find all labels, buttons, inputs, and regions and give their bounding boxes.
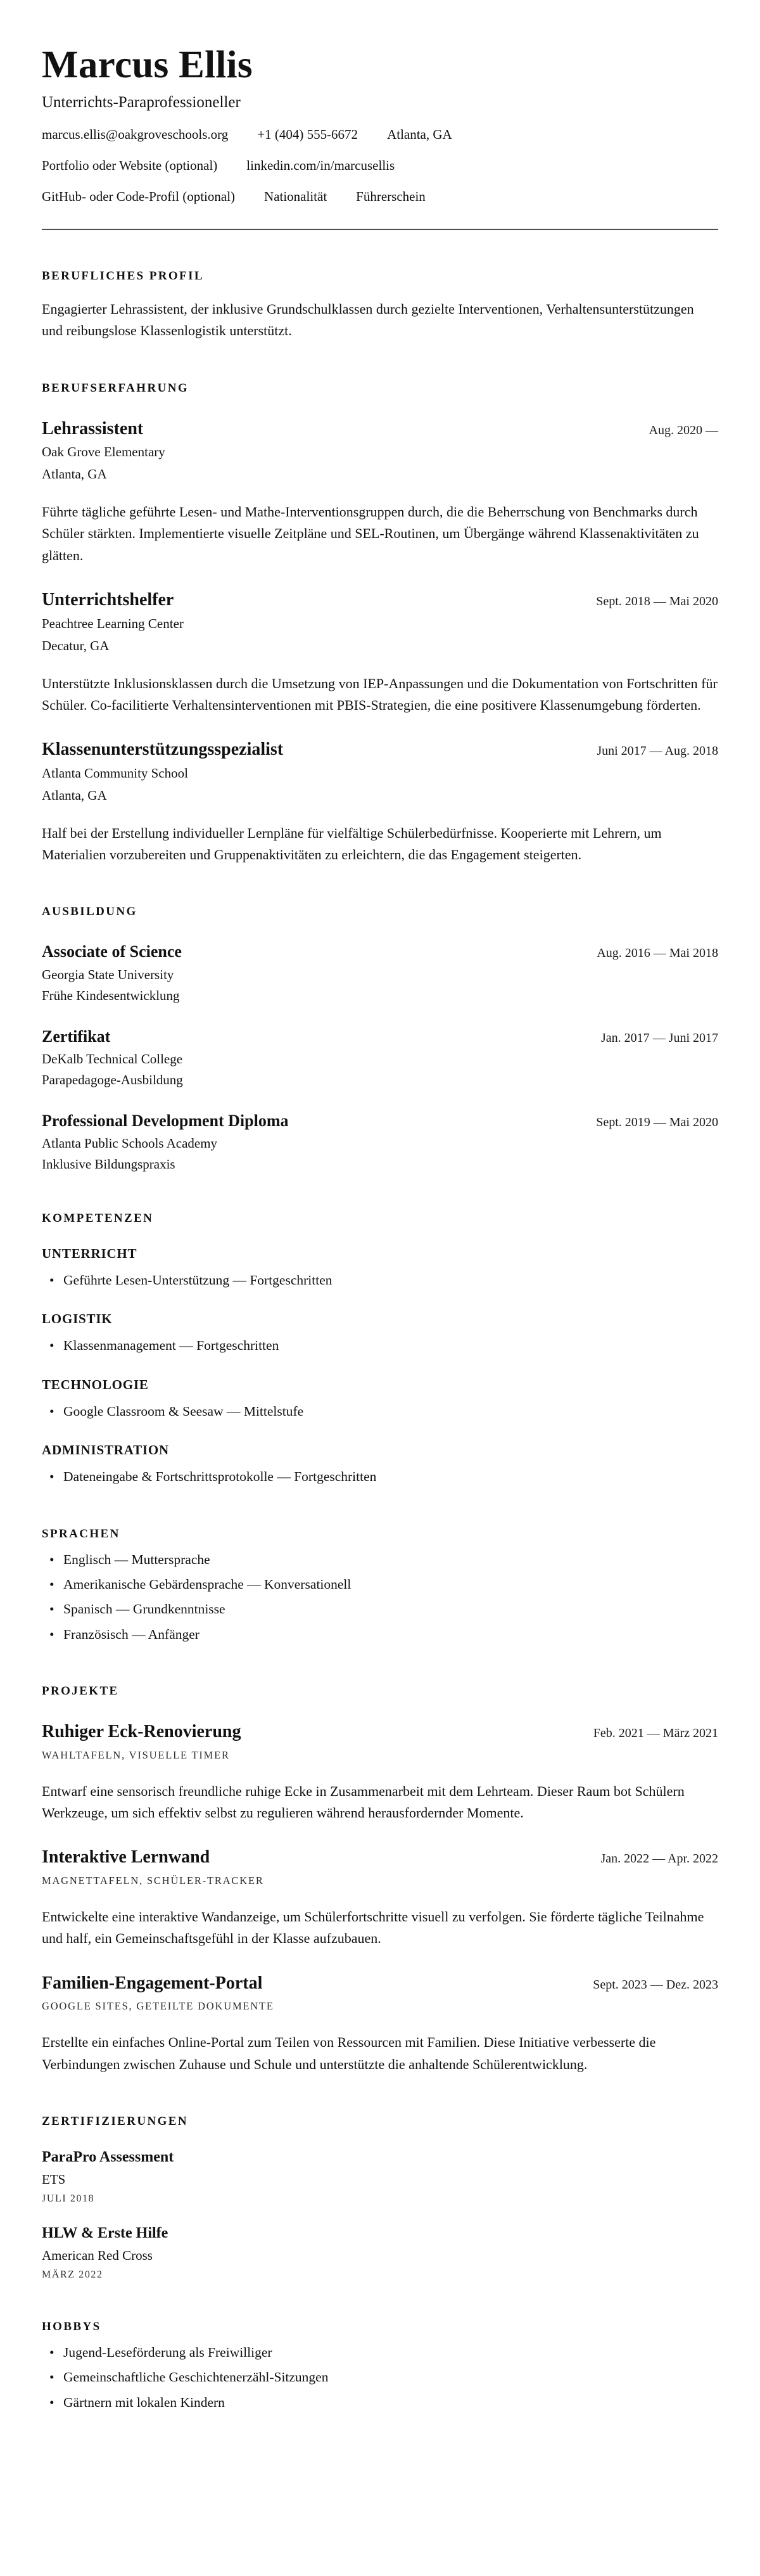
section-heading-certifications: ZERTIFIZIERUNGEN <box>42 2114 188 2128</box>
field-of-study: Frühe Kindesentwicklung <box>42 987 180 1003</box>
education-date-range: Sept. 2019 — Mai 2020 <box>596 1115 718 1129</box>
project-description: Entwickelte eine interaktive Wandanzeige, um Schülerfortschritte visuell zu verfolgen. Sie förderte tägliche Teilnahme und half, ein Gemeinschaftsgefühl in der Klasse aufzubauen. <box>42 1908 704 1947</box>
person-name: Marcus Ellis <box>42 44 253 86</box>
section-skills <box>42 1212 718 1488</box>
section-heading-experience: BERUFSERFAHRUNG <box>42 381 189 395</box>
school-name: Georgia State University <box>42 966 174 982</box>
job-date-range: Sept. 2018 — Mai 2020 <box>596 594 718 609</box>
school-name: DeKalb Technical College <box>42 1051 183 1067</box>
experience-entry-head <box>42 589 718 611</box>
education-entry-head <box>42 1027 718 1046</box>
project-subtitle: WAHLTAFELN, VISUELLE TIMER <box>42 1748 230 1761</box>
skill-category: ADMINISTRATION <box>42 1442 169 1458</box>
job-location: Atlanta, GA <box>42 787 107 803</box>
company-name: Atlanta Community School <box>42 765 188 781</box>
section-heading-hobbies: HOBBYS <box>42 2319 101 2333</box>
education-entry <box>42 1111 718 1172</box>
education-date-range: Jan. 2017 — Juni 2017 <box>601 1030 718 1045</box>
experience-entry <box>42 418 718 567</box>
nationality-placeholder: Nationalität <box>264 188 327 204</box>
language-item: • Spanisch — Grundkenntnisse <box>63 1598 718 1620</box>
email-link[interactable]: marcus.ellis@oakgroveschools.org <box>42 126 229 142</box>
phone-number: +1 (404) 555-6672 <box>257 126 358 142</box>
section-languages <box>42 1527 718 1646</box>
job-date-range: Juni 2017 — Aug. 2018 <box>597 744 718 759</box>
job-headline: Unterrichts-Paraprofessioneller <box>42 93 241 111</box>
certification-entry <box>42 2225 718 2281</box>
section-experience <box>42 381 718 866</box>
education-date-range: Aug. 2016 — Mai 2018 <box>597 946 718 961</box>
project-subtitle: GOOGLE SITES, GETEILTE DOKUMENTE <box>42 2000 274 2013</box>
experience-entry <box>42 739 718 866</box>
section-profile <box>42 269 718 342</box>
school-name: Atlanta Public Schools Academy <box>42 1136 218 1151</box>
job-date-range: Aug. 2020 — <box>649 423 718 437</box>
project-title: Ruhiger Eck-Renovierung <box>42 1722 241 1742</box>
certification-entry <box>42 2149 718 2205</box>
language-item: • Französisch — Anfänger <box>63 1624 718 1645</box>
skill-category: TECHNOLOGIE <box>42 1376 149 1392</box>
project-description: Entwarf eine sensorisch freundliche ruhige Ecke in Zusammenarbeit mit dem Lehrteam. Dieser Raum bot Schülern Werkzeuge, um sich effektiv selbst zu regulieren während herausfordernder Momente. <box>42 1783 685 1821</box>
project-title: Interaktive Lernwand <box>42 1847 210 1868</box>
job-title: Lehrassistent <box>42 418 144 439</box>
project-date-range: Sept. 2023 — Dez. 2023 <box>593 1977 718 1992</box>
certification-issuer: American Red Cross <box>42 2247 153 2263</box>
project-entry-head <box>42 1721 718 1743</box>
project-date-range: Feb. 2021 — März 2021 <box>593 1726 718 1741</box>
job-description: Führte tägliche geführte Lesen- und Mathe-Interventionsgruppen durch, die die Beherrschung von Benchmarks durch Schüler stärkten. Implementierte visuelle Zeitpläne und SEL-Routinen, um Übergänge während Klassenaktivitäten zu glätten. <box>42 504 699 563</box>
section-heading-profile: BERUFLICHES PROFIL <box>42 269 204 283</box>
resume-header <box>42 44 718 230</box>
skill-category: UNTERRICHT <box>42 1246 137 1262</box>
job-title: Klassenunterstützungsspezialist <box>42 740 284 760</box>
language-item: • Amerikanische Gebärdensprache — Konversationell <box>63 1573 718 1595</box>
skill-category: LOGISTIK <box>42 1311 113 1327</box>
project-entry <box>42 1721 718 1824</box>
license-placeholder: Führerschein <box>356 188 426 204</box>
location-text: Atlanta, GA <box>387 126 452 142</box>
experience-entry-head <box>42 739 718 760</box>
hobby-list <box>42 2342 718 2413</box>
certification-name: HLW & Erste Hilfe <box>42 2224 168 2241</box>
company-name: Oak Grove Elementary <box>42 444 165 460</box>
skill-list <box>42 1269 718 1291</box>
project-description: Erstellte ein einfaches Online-Portal zum Teilen von Ressourcen mit Familien. Diese Initiative verbesserte die Verbindungen zwischen Zuhause und Schule und unterstützte die anhaltende Schülerentwicklung. <box>42 2034 656 2072</box>
company-name: Peachtree Learning Center <box>42 615 184 631</box>
certification-date: MÄRZ 2022 <box>42 2269 103 2280</box>
hobby-item: • Jugend-Leseförderung als Freiwilliger <box>63 2342 718 2363</box>
skill-item: • Dateneingabe & Fortschrittsprotokolle — Fortgeschritten <box>63 1466 718 1487</box>
project-date-range: Jan. 2022 — Apr. 2022 <box>600 1852 718 1866</box>
hobby-item: • Gemeinschaftliche Geschichtenerzähl-Sitzungen <box>63 2366 718 2388</box>
contact-row-3 <box>42 189 718 205</box>
contact-row-1 <box>42 127 718 143</box>
section-projects <box>42 1684 718 2075</box>
certification-name: ParaPro Assessment <box>42 2148 174 2165</box>
language-list <box>42 1549 718 1646</box>
project-subtitle: MAGNETTAFELN, SCHÜLER-TRACKER <box>42 1874 264 1887</box>
certification-date: JULI 2018 <box>42 2193 95 2204</box>
section-certifications <box>42 2115 718 2281</box>
experience-entry-head <box>42 418 718 440</box>
skill-item: • Google Classroom & Seesaw — Mittelstufe <box>63 1400 718 1422</box>
job-location: Decatur, GA <box>42 638 110 653</box>
job-title: Unterrichtshelfer <box>42 590 174 610</box>
certification-issuer: ETS <box>42 2171 66 2187</box>
github-placeholder: GitHub- oder Code-Profil (optional) <box>42 188 236 204</box>
section-heading-languages: SPRACHEN <box>42 1527 120 1541</box>
job-description: Half bei der Erstellung individueller Lernpläne für vielfältige Schülerbedürfnisse. Kooperierte mit Lehrern, um Materialien vorzubereiten und Gruppenaktivitäten zu erleichtern, die das Engagement steigerten. <box>42 824 662 863</box>
portfolio-placeholder: Portfolio oder Website (optional) <box>42 157 218 173</box>
education-entry <box>42 942 718 1003</box>
skill-item: • Geführte Lesen-Unterstützung — Fortgeschritten <box>63 1269 718 1291</box>
section-heading-skills: KOMPETENZEN <box>42 1212 154 1226</box>
degree-name: Associate of Science <box>42 942 182 961</box>
job-location: Atlanta, GA <box>42 466 107 482</box>
education-entry-head <box>42 1111 718 1131</box>
header-divider <box>42 229 718 230</box>
skill-item: • Klassenmanagement — Fortgeschritten <box>63 1335 718 1356</box>
degree-name: Zertifikat <box>42 1027 111 1046</box>
field-of-study: Inklusive Bildungspraxis <box>42 1157 175 1172</box>
section-heading-projects: PROJEKTE <box>42 1684 119 1698</box>
hobby-item: • Gärtnern mit lokalen Kindern <box>63 2392 718 2413</box>
education-entry-head <box>42 942 718 961</box>
linkedin-link[interactable]: linkedin.com/in/marcusellis <box>246 157 395 173</box>
experience-entry <box>42 589 718 716</box>
section-education <box>42 905 718 1172</box>
project-entry-head <box>42 1847 718 1868</box>
degree-name: Professional Development Diploma <box>42 1111 289 1130</box>
project-title: Familien-Engagement-Portal <box>42 1973 263 1993</box>
education-entry <box>42 1027 718 1088</box>
skill-list <box>42 1466 718 1487</box>
field-of-study: Parapedagoge-Ausbildung <box>42 1072 183 1087</box>
language-item: • Englisch — Muttersprache <box>63 1549 718 1570</box>
job-description: Unterstützte Inklusionsklassen durch die Umsetzung von IEP-Anpassungen und die Dokumentation von Fortschritten für Schüler. Co-facilitierte Verhaltensinterventionen mit PBIS-Strategien, die eine positivere Klassenumgebung förderten. <box>42 675 718 713</box>
profile-text: Engagierter Lehrassistent, der inklusive Grundschulklassen durch gezielte Interventionen, Verhaltensunterstützungen und reibungslose Klassenlogistik unterstützt. <box>42 300 694 339</box>
project-entry <box>42 1847 718 1949</box>
section-heading-education: AUSBILDUNG <box>42 905 137 919</box>
skill-list <box>42 1335 718 1356</box>
skill-list <box>42 1400 718 1422</box>
section-hobbies <box>42 2320 718 2413</box>
project-entry-head <box>42 1973 718 1994</box>
contact-row-2 <box>42 158 718 174</box>
project-entry <box>42 1973 718 2075</box>
